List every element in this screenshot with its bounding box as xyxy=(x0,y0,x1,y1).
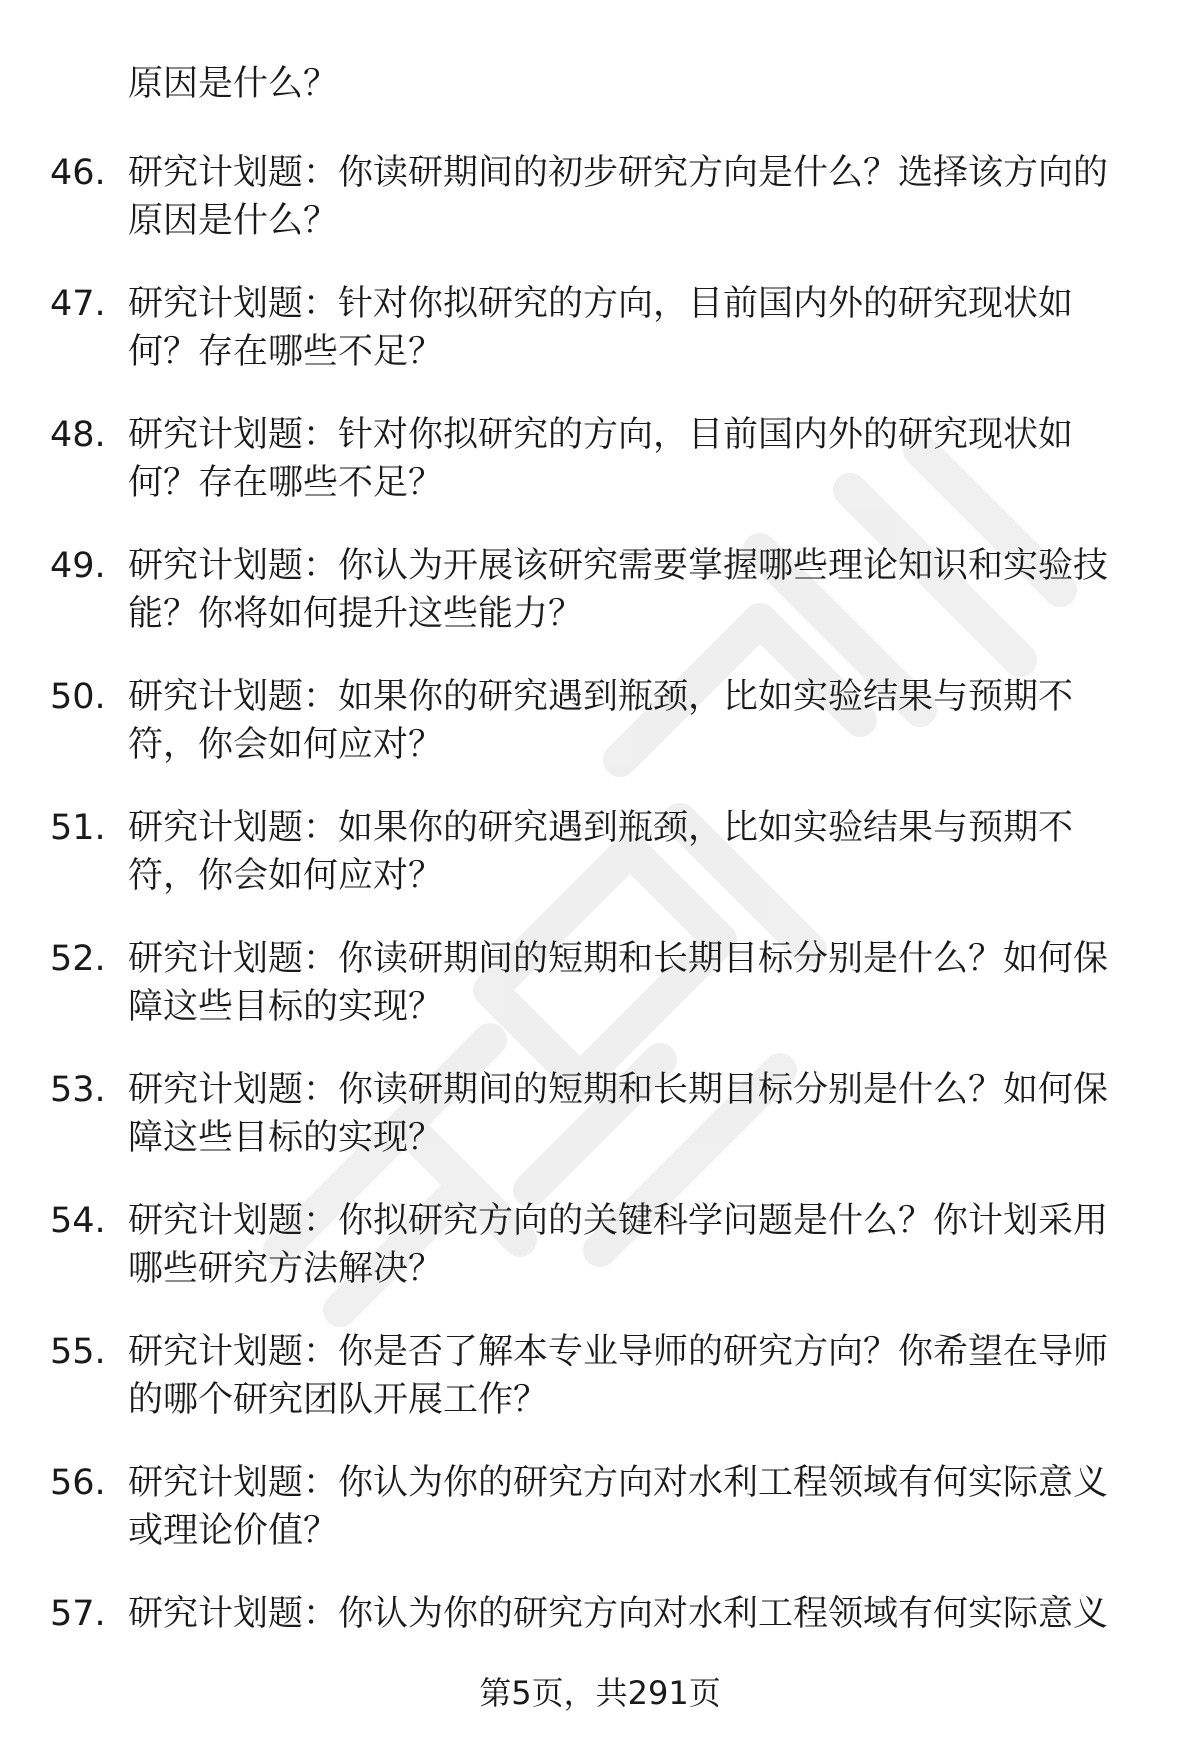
question-item xyxy=(0,1197,1200,1328)
question-number: 54. xyxy=(50,1201,106,1241)
question-item xyxy=(0,411,1200,542)
question-item xyxy=(0,673,1200,804)
question-item xyxy=(0,1459,1200,1590)
question-number: 47. xyxy=(50,284,106,324)
question-list xyxy=(0,149,1200,1721)
question-text: 研究计划题：你读研期间的短期和长期目标分别是什么？如何保障这些目标的实现？ xyxy=(128,1070,1109,1158)
question-text: 研究计划题：你是否了解本专业导师的研究方向？你希望在导师的哪个研究团队开展工作？ xyxy=(128,1332,1109,1420)
question-text: 研究计划题：你读研期间的初步研究方向是什么？选择该方向的原因是什么？ xyxy=(128,153,1109,241)
question-number: 46. xyxy=(50,153,106,193)
question-number: 56. xyxy=(50,1463,106,1503)
question-text: 研究计划题：你认为你的研究方向对水利工程领域有何实际意义 xyxy=(128,1594,1109,1634)
question-number: 52. xyxy=(50,939,106,979)
question-item xyxy=(0,542,1200,673)
question-text: 研究计划题：你读研期间的短期和长期目标分别是什么？如何保障这些目标的实现？ xyxy=(128,939,1109,1027)
question-item xyxy=(0,804,1200,935)
question-item xyxy=(0,1328,1200,1459)
question-item xyxy=(0,149,1200,280)
question-text: 研究计划题：针对你拟研究的方向，目前国内外的研究现状如何？存在哪些不足？ xyxy=(128,415,1074,503)
question-number: 57. xyxy=(50,1594,106,1634)
question-item xyxy=(0,935,1200,1066)
question-number: 50. xyxy=(50,677,106,717)
question-number: 48. xyxy=(50,415,106,455)
question-number: 55. xyxy=(50,1332,106,1372)
question-number: 53. xyxy=(50,1070,106,1110)
question-text: 研究计划题：你认为你的研究方向对水利工程领域有何实际意义或理论价值？ xyxy=(128,1463,1109,1551)
question-text: 研究计划题：针对你拟研究的方向，目前国内外的研究现状如何？存在哪些不足？ xyxy=(128,284,1074,372)
question-text: 研究计划题：如果你的研究遇到瓶颈，比如实验结果与预期不符，你会如何应对？ xyxy=(128,677,1074,765)
question-number: 51. xyxy=(50,808,106,848)
question-text: 研究计划题：如果你的研究遇到瓶颈，比如实验结果与预期不符，你会如何应对？ xyxy=(128,808,1074,896)
question-item xyxy=(0,1066,1200,1197)
question-item xyxy=(0,280,1200,411)
question-text: 研究计划题：你拟研究方向的关键科学问题是什么？你计划采用哪些研究方法解决？ xyxy=(128,1201,1109,1289)
continued-question-text: 原因是什么？ xyxy=(128,64,339,104)
page-footer: 第5页，共291页 xyxy=(479,1674,721,1712)
question-text: 研究计划题：你认为开展该研究需要掌握哪些理论知识和实验技能？你将如何提升这些能力？ xyxy=(128,546,1109,634)
question-number: 49. xyxy=(50,546,106,586)
